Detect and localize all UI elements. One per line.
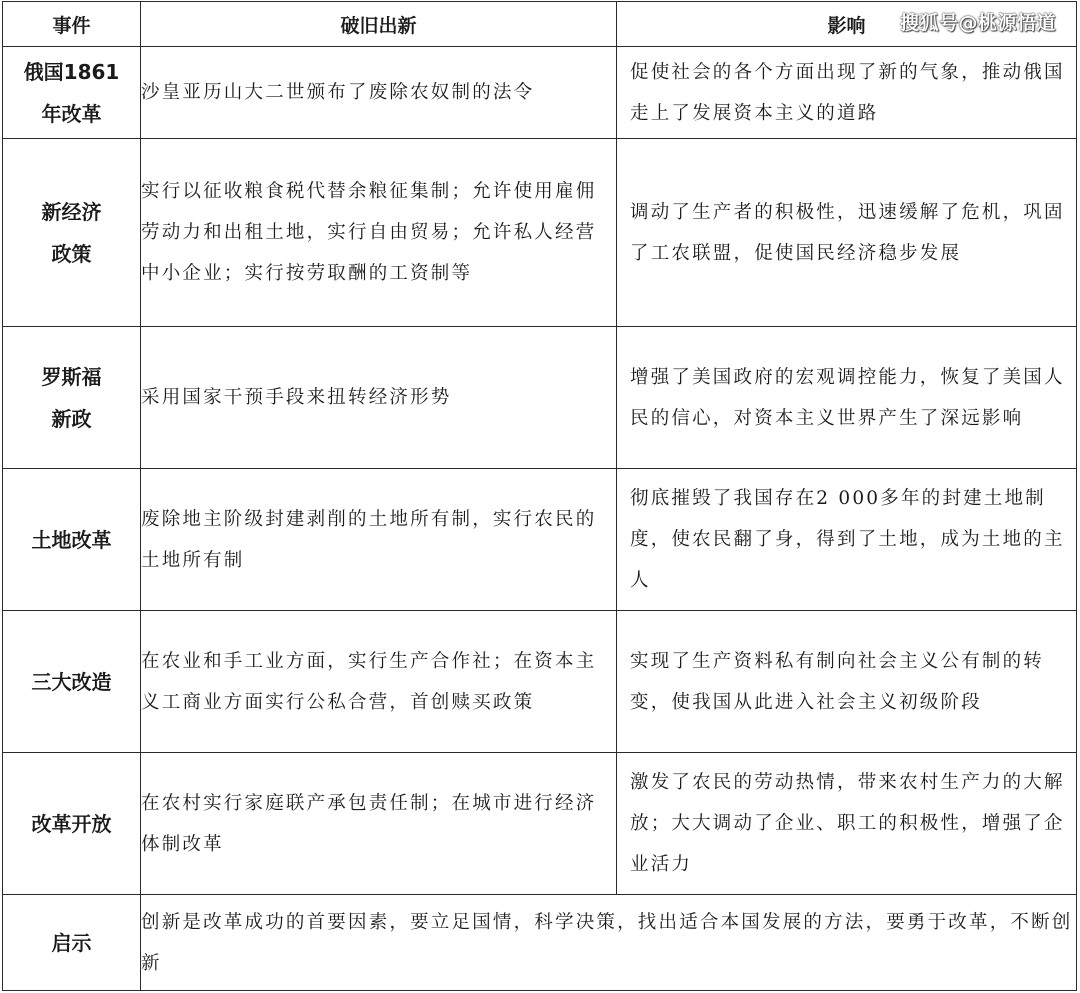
event-name: 三大改造 (31, 669, 112, 694)
impact-cell: 调动了生产者的积极性，迅速缓解了危机，巩固了工农联盟，促使国民经济稳步发展 (617, 139, 1077, 327)
impact-cell: 增强了美国政府的宏观调控能力，恢复了美国人民的信心，对资本主义世界产生了深远影响 (617, 327, 1077, 469)
table-row (3, 611, 1077, 753)
watermark-text: 搜狐号@桃源悟道 (899, 12, 1056, 34)
change-cell: 在农村实行家庭联产承包责任制；在城市进行经济体制改革 (141, 753, 617, 895)
table-row (3, 469, 1077, 611)
event-name: 改革开放 (31, 811, 112, 836)
impact-cell: 促使社会的各个方面出现了新的气象，推动俄国走上了发展资本主义的道路 (617, 47, 1077, 139)
event-cell (3, 753, 141, 895)
event-name: 土地改革 (31, 527, 112, 552)
event-cell (3, 469, 141, 611)
event-cell (3, 47, 141, 139)
reform-comparison-table (2, 1, 1077, 991)
change-cell: 采用国家干预手段来扭转经济形势 (141, 327, 617, 469)
table-row (3, 753, 1077, 895)
header-event: 事件 (3, 2, 141, 47)
event-name: 新经济政策 (41, 199, 102, 266)
event-cell (3, 139, 141, 327)
event-name: 罗斯福新政 (41, 364, 102, 431)
event-cell (3, 327, 141, 469)
change-cell: 实行以征收粮食税代替余粮征集制；允许使用雇佣劳动力和出租土地，实行自由贸易；允许私人经营中小企业；实行按劳取酬的工资制等 (141, 139, 617, 327)
event-cell (3, 611, 141, 753)
impact-cell: 彻底摧毁了我国存在2 000多年的封建土地制度，使农民翻了身，得到了土地，成为土地的主人 (617, 469, 1077, 611)
table-row (3, 47, 1077, 139)
header-impact: 影响 (617, 2, 1077, 47)
summary-label: 启示 (3, 895, 141, 991)
impact-cell: 激发了农民的劳动热情，带来农村生产力的大解放；大大调动了企业、职工的积极性，增强了企业活力 (617, 753, 1077, 895)
impact-cell: 实现了生产资料私有制向社会主义公有制的转变，使我国从此进入社会主义初级阶段 (617, 611, 1077, 753)
change-cell: 沙皇亚历山大二世颁布了废除农奴制的法令 (141, 47, 617, 139)
table-row (3, 139, 1077, 327)
summary-text: 创新是改革成功的首要因素，要立足国情，科学决策，找出适合本国发展的方法，要勇于改革，不断创新 (141, 895, 1077, 991)
table-row (3, 327, 1077, 469)
change-cell: 在农业和手工业方面，实行生产合作社；在资本主义工商业方面实行公私合营，首创赎买政策 (141, 611, 617, 753)
event-name: 俄国1861年改革 (23, 59, 120, 126)
change-cell: 废除地主阶级封建剥削的土地所有制，实行农民的土地所有制 (141, 469, 617, 611)
summary-row (3, 895, 1077, 991)
header-change: 破旧出新 (141, 2, 617, 47)
